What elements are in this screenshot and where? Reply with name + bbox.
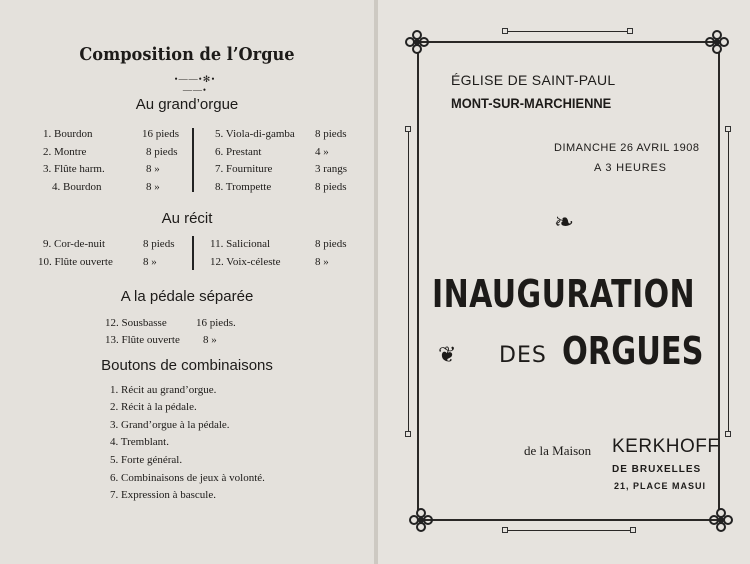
left-page [0,0,374,564]
square-ornament [725,431,731,437]
builder-address: 21, PLACE MASUI [614,481,707,491]
stop-size: 8 pieds [143,238,175,250]
fleuron-side-icon: ❦ [438,342,457,367]
stop-size: 16 pieds [142,128,179,140]
stop-size: 8 pieds [146,146,178,158]
square-ornament [502,527,508,533]
title-des: DES [499,343,547,368]
list-item: 5. Forte général. [110,454,183,466]
frame-top-line [418,41,718,43]
corner-flourish-icon [404,29,430,55]
square-ornament [405,431,411,437]
frame-top-accent [505,31,629,32]
frame-bottom-line [418,519,718,521]
list-item: 2. Récit à la pédale. [110,401,197,413]
stop-name: 13. Flûte ouverte [105,334,180,346]
maison-prefix: de la Maison [524,443,592,458]
square-ornament [502,28,508,34]
event-date: DIMANCHE 26 AVRIL 1908 [554,142,700,154]
section-heading-grand-orgue: Au grand’orgue [135,96,239,113]
square-ornament [725,126,731,132]
stop-name: 11. Salicional [210,238,271,250]
frame-right-accent [728,130,729,434]
frame-left-line [417,52,419,510]
stop-name: 6. Prestant [215,146,262,158]
stop-size: 8 pieds [315,128,347,140]
square-ornament [405,126,411,132]
stop-name: 12. Sousbasse [105,317,167,329]
stop-name: 12. Voix-céleste [210,256,281,268]
stop-name: 5. Viola-di-gamba [215,128,295,140]
title-ornament: •——•✻•——• [174,74,216,95]
stop-size: 16 pieds. [196,317,236,329]
frame-bottom-accent [505,530,633,531]
section-heading-pedale: A la pédale séparée [120,288,254,305]
section-heading-recit: Au récit [161,210,213,227]
page-title: Composition de l’Orgue [79,44,295,65]
church-location: MONT-SUR-MARCHIENNE [451,95,612,111]
event-time: A 3 HEURES [594,162,667,174]
list-item: 7. Expression à bascule. [110,489,216,501]
list-item: 3. Grand’orgue à la pédale. [110,419,230,431]
list-item: 1. Récit au grand’orgue. [110,384,217,396]
right-page [378,0,750,564]
stop-size: 8 » [146,163,160,175]
section-heading-boutons: Boutons de combinaisons [101,357,273,374]
title-orgues: ORGUES [562,329,704,373]
church-name: ÉGLISE DE SAINT-PAUL [451,72,616,88]
stop-name: 3. Flûte harm. [43,163,105,175]
corner-flourish-icon [708,507,734,533]
stop-size: 8 » [203,334,217,346]
stop-size: 8 pieds [315,181,347,193]
stop-name: 7. Fourniture [215,163,273,175]
stop-name: 4. Bourdon [52,181,102,193]
fleuron-icon: ❧ [554,210,575,236]
stop-size: 4 » [315,146,329,158]
corner-flourish-icon [408,507,434,533]
stop-name: 9. Cor-de-nuit [43,238,106,250]
builder-name: KERKHOFF [612,436,720,457]
square-ornament [627,28,633,34]
column-divider [192,236,194,270]
stop-size: 3 rangs [315,163,348,175]
list-item: 6. Combinaisons de jeux à volonté. [110,472,265,484]
stop-size: 8 » [146,181,160,193]
list-item: 4. Tremblant. [110,436,169,448]
stop-name: 8. Trompette [215,181,272,193]
column-divider [192,128,194,192]
stop-name: 2. Montre [43,146,87,158]
title-inauguration: INAUGURATION [432,272,696,316]
stop-name: 10. Flûte ouverte [38,256,113,268]
stop-size: 8 » [315,256,329,268]
stop-size: 8 pieds [315,238,347,250]
stop-size: 8 » [143,256,157,268]
stop-name: 1. Bourdon [43,128,93,140]
square-ornament [630,527,636,533]
frame-left-accent [408,130,409,434]
builder-city: DE BRUXELLES [612,464,702,475]
corner-flourish-icon [704,29,730,55]
